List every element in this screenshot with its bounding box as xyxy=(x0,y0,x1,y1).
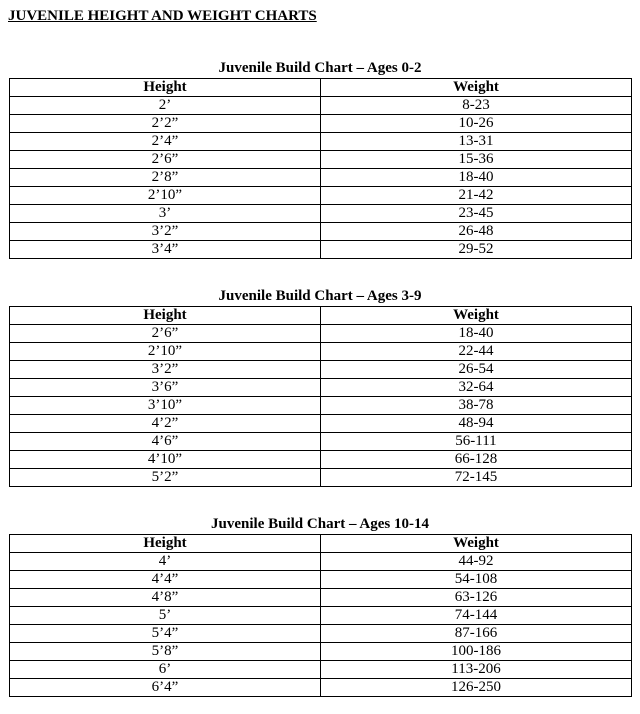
weight-column-header: Weight xyxy=(321,307,632,325)
height-cell: 4’ xyxy=(10,553,321,571)
height-cell: 2’6” xyxy=(10,151,321,169)
weight-cell: 44-92 xyxy=(321,553,632,571)
chart-title: Juvenile Build Chart – Ages 0-2 xyxy=(218,60,422,76)
table-row xyxy=(10,625,632,643)
weight-cell: 10-26 xyxy=(321,115,632,133)
weight-cell: 13-31 xyxy=(321,133,632,151)
height-cell: 2’8” xyxy=(10,169,321,187)
table-row xyxy=(10,571,632,589)
weight-cell: 23-45 xyxy=(321,205,632,223)
table-row xyxy=(10,469,632,487)
height-cell: 3’2” xyxy=(10,223,321,241)
height-cell: 2’4” xyxy=(10,133,321,151)
chart-title: Juvenile Build Chart – Ages 3-9 xyxy=(218,288,422,304)
height-cell: 5’ xyxy=(10,607,321,625)
height-cell: 2’6” xyxy=(10,325,321,343)
height-column-header: Height xyxy=(10,79,321,97)
weight-cell: 18-40 xyxy=(321,325,632,343)
weight-cell: 21-42 xyxy=(321,187,632,205)
table-row xyxy=(10,415,632,433)
table-row xyxy=(10,553,632,571)
table-row xyxy=(10,451,632,469)
table-row xyxy=(10,97,632,115)
table-row xyxy=(10,343,632,361)
table-row xyxy=(10,397,632,415)
table-row xyxy=(10,151,632,169)
table-row xyxy=(10,379,632,397)
table-row xyxy=(10,361,632,379)
height-cell: 3’4” xyxy=(10,241,321,259)
table-row xyxy=(10,205,632,223)
table-header-row xyxy=(10,535,632,553)
table-row xyxy=(10,589,632,607)
table-row xyxy=(10,241,632,259)
weight-cell: 22-44 xyxy=(321,343,632,361)
build-chart-ages-3-9 xyxy=(9,286,631,487)
table-row xyxy=(10,643,632,661)
height-cell: 2’ xyxy=(10,97,321,115)
table-row xyxy=(10,607,632,625)
weight-cell: 87-166 xyxy=(321,625,632,643)
height-cell: 6’ xyxy=(10,661,321,679)
build-chart-table xyxy=(9,306,632,487)
weight-cell: 26-48 xyxy=(321,223,632,241)
weight-column-header: Weight xyxy=(321,79,632,97)
height-cell: 4’6” xyxy=(10,433,321,451)
height-cell: 3’2” xyxy=(10,361,321,379)
weight-cell: 15-36 xyxy=(321,151,632,169)
table-row xyxy=(10,223,632,241)
height-cell: 5’4” xyxy=(10,625,321,643)
table-row xyxy=(10,661,632,679)
table-row xyxy=(10,169,632,187)
chart-title: Juvenile Build Chart – Ages 10-14 xyxy=(211,516,429,532)
height-cell: 3’ xyxy=(10,205,321,223)
weight-cell: 113-206 xyxy=(321,661,632,679)
height-cell: 4’4” xyxy=(10,571,321,589)
table-row xyxy=(10,325,632,343)
weight-cell: 100-186 xyxy=(321,643,632,661)
weight-cell: 72-145 xyxy=(321,469,632,487)
table-row xyxy=(10,433,632,451)
weight-cell: 8-23 xyxy=(321,97,632,115)
weight-cell: 18-40 xyxy=(321,169,632,187)
height-cell: 6’4” xyxy=(10,679,321,697)
height-cell: 4’8” xyxy=(10,589,321,607)
weight-cell: 32-64 xyxy=(321,379,632,397)
page-title: JUVENILE HEIGHT AND WEIGHT CHARTS xyxy=(8,8,317,24)
weight-column-header: Weight xyxy=(321,535,632,553)
height-cell: 2’10” xyxy=(10,343,321,361)
weight-cell: 48-94 xyxy=(321,415,632,433)
weight-cell: 63-126 xyxy=(321,589,632,607)
weight-cell: 74-144 xyxy=(321,607,632,625)
table-header-row xyxy=(10,79,632,97)
height-cell: 2’2” xyxy=(10,115,321,133)
build-chart-table xyxy=(9,78,632,259)
weight-cell: 29-52 xyxy=(321,241,632,259)
height-cell: 5’8” xyxy=(10,643,321,661)
height-cell: 2’10” xyxy=(10,187,321,205)
height-cell: 4’2” xyxy=(10,415,321,433)
table-row xyxy=(10,115,632,133)
weight-cell: 66-128 xyxy=(321,451,632,469)
table-body xyxy=(10,97,632,259)
table-row xyxy=(10,133,632,151)
table-row xyxy=(10,679,632,697)
weight-cell: 54-108 xyxy=(321,571,632,589)
height-cell: 4’10” xyxy=(10,451,321,469)
height-cell: 3’6” xyxy=(10,379,321,397)
table-row xyxy=(10,187,632,205)
weight-cell: 126-250 xyxy=(321,679,632,697)
table-header-row xyxy=(10,307,632,325)
height-cell: 5’2” xyxy=(10,469,321,487)
height-column-header: Height xyxy=(10,307,321,325)
table-body xyxy=(10,553,632,697)
build-chart-ages-0-2 xyxy=(9,58,631,259)
weight-cell: 26-54 xyxy=(321,361,632,379)
build-chart-table xyxy=(9,534,632,697)
weight-cell: 56-111 xyxy=(321,433,632,451)
height-cell: 3’10” xyxy=(10,397,321,415)
build-chart-ages-10-14 xyxy=(9,514,631,697)
weight-cell: 38-78 xyxy=(321,397,632,415)
height-column-header: Height xyxy=(10,535,321,553)
table-body xyxy=(10,325,632,487)
